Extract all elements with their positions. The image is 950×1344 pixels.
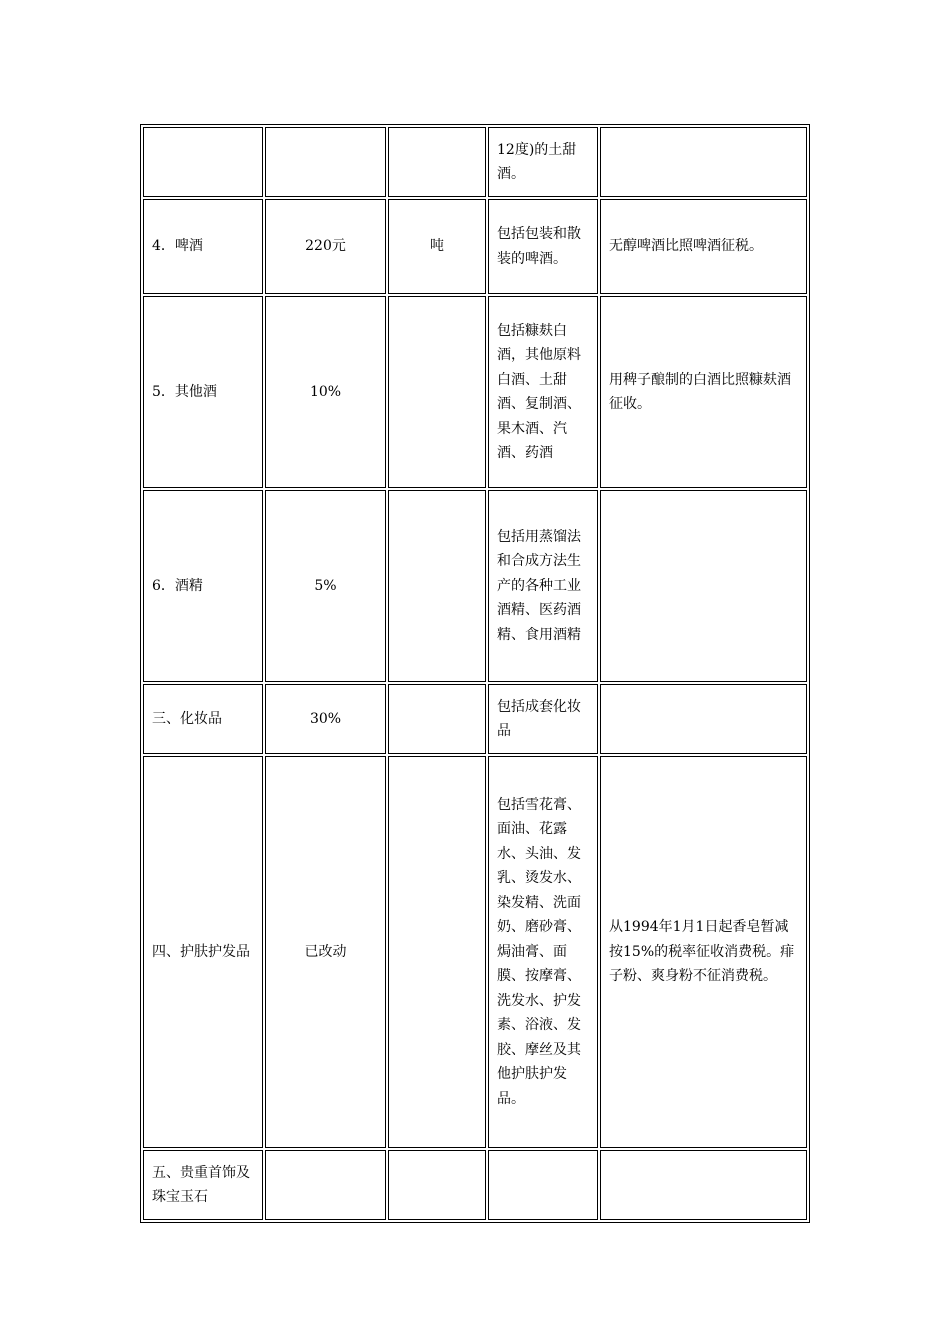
table-row <box>143 127 807 197</box>
table-row <box>143 1150 807 1220</box>
rate-cell: 220元 <box>265 199 386 294</box>
note-cell: 从1994年1月1日起香皂暂减按15%的税率征收消费税。痱子粉、爽身粉不征消费税。 <box>600 756 807 1148</box>
table-row <box>143 199 807 294</box>
unit-cell <box>388 127 486 197</box>
scope-cell: 包括雪花膏、面油、花露水、头油、发乳、烫发水、染发精、洗面奶、磨砂膏、焗油膏、面膜、按摩膏、洗发水、护发素、浴液、发胶、摩丝及其他护肤护发品。 <box>488 756 598 1148</box>
rate-cell: 已改动 <box>265 756 386 1148</box>
rate-cell <box>265 1150 386 1220</box>
note-cell <box>600 684 807 754</box>
scope-cell: 包括糠麸白酒，其他原料白酒、土甜酒、复制酒、果木酒、汽酒、药酒 <box>488 296 598 488</box>
item-cell <box>143 127 263 197</box>
unit-cell <box>388 1150 486 1220</box>
item-cell: 五、贵重首饰及珠宝玉石 <box>143 1150 263 1220</box>
item-cell: 三、化妆品 <box>143 684 263 754</box>
scope-cell: 包括用蒸馏法和合成方法生产的各种工业酒精、医药酒精、食用酒精 <box>488 490 598 682</box>
table-row <box>143 684 807 754</box>
note-cell <box>600 490 807 682</box>
item-cell: 四、护肤护发品 <box>143 756 263 1148</box>
rate-cell: 30% <box>265 684 386 754</box>
unit-cell: 吨 <box>388 199 486 294</box>
item-cell: 4．啤酒 <box>143 199 263 294</box>
scope-cell <box>488 1150 598 1220</box>
note-cell <box>600 127 807 197</box>
table-row <box>143 756 807 1148</box>
item-cell: 6．酒精 <box>143 490 263 682</box>
note-cell <box>600 1150 807 1220</box>
table-row <box>143 490 807 682</box>
unit-cell <box>388 684 486 754</box>
item-cell: 5．其他酒 <box>143 296 263 488</box>
scope-cell: 包括包装和散装的啤酒。 <box>488 199 598 294</box>
note-cell: 用稗子酿制的白酒比照糠麸酒征收。 <box>600 296 807 488</box>
unit-cell <box>388 296 486 488</box>
scope-cell: 12度)的土甜酒。 <box>488 127 598 197</box>
rate-cell: 5% <box>265 490 386 682</box>
note-cell: 无醇啤酒比照啤酒征税。 <box>600 199 807 294</box>
table-row <box>143 296 807 488</box>
rate-cell <box>265 127 386 197</box>
rate-cell: 10% <box>265 296 386 488</box>
consumption-tax-table <box>140 124 810 1223</box>
unit-cell <box>388 490 486 682</box>
unit-cell <box>388 756 486 1148</box>
scope-cell: 包括成套化妆品 <box>488 684 598 754</box>
